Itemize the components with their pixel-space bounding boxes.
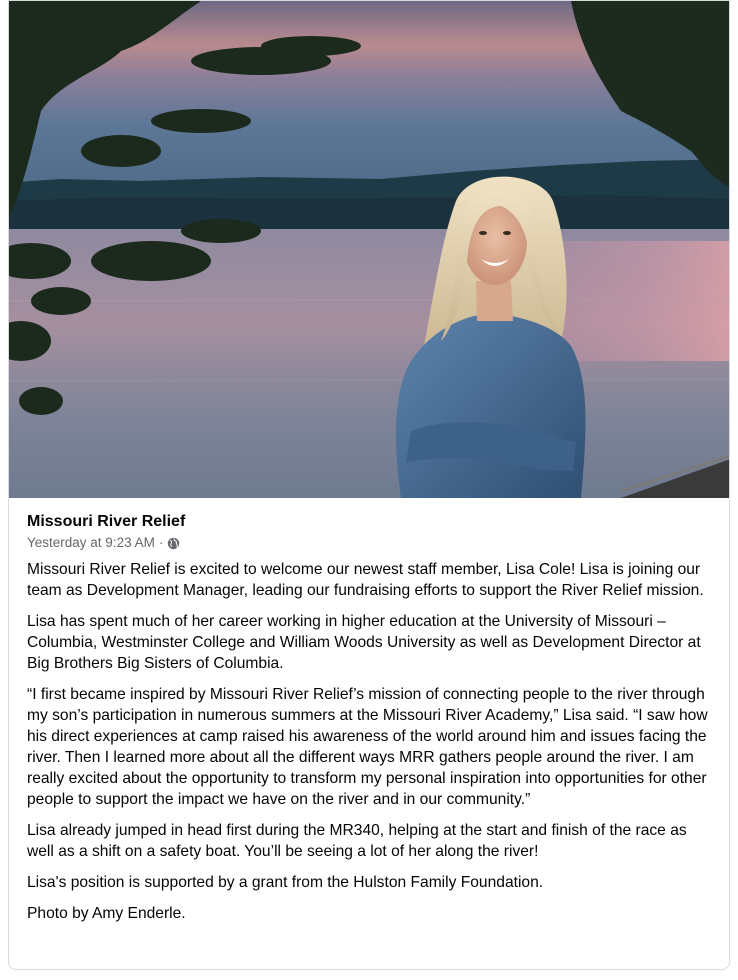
post-timestamp[interactable]: Yesterday at 9:23 AM	[27, 535, 155, 550]
post-header	[27, 512, 707, 552]
meta-separator: ·	[158, 535, 164, 550]
post-paragraph: Lisa's position is supported by a grant from the Hulston Family Foundation.	[27, 874, 544, 891]
post-photo[interactable]	[8, 1, 730, 498]
globe-icon[interactable]	[167, 537, 180, 550]
post-meta	[27, 534, 707, 552]
post-paragraph: Photo by Amy Enderle.	[27, 905, 186, 922]
post-card	[8, 0, 730, 970]
page-name-link[interactable]: Missouri River Relief	[27, 513, 186, 530]
post-paragraph: Lisa already jumped in head first during the MR340, helping at the start and finish of the race as well as a shift on a safety boat. You’ll be seeing a lot of her along the river!	[27, 822, 687, 860]
post-body	[27, 559, 717, 934]
post-paragraph: Missouri River Relief is excited to welcome our newest staff member, Lisa Cole! Lisa is joining our team as Development Manager, leading our fundraising efforts to support the River Relief mission.	[27, 561, 704, 599]
post-paragraph: “I first became inspired by Missouri River Relief’s mission of connecting people to the river through my son’s participation in numerous summers at the Missouri River Academy,” Lisa said. “I saw how his direct experiences at camp raised his awareness of the world around him and issues facing the river. Then I learned more about all the different ways MRR gathers people around the river. I am really excited about the opportunity to transform my personal inspiration into opportunities for other people to support the impact we have on the river and in our community.”	[27, 686, 708, 808]
post-paragraph: Lisa has spent much of her career working in higher education at the University of Missouri – Columbia, Westminster College and William Woods University as well as Development Director at Big Brothers Big Sisters of Columbia.	[27, 613, 701, 672]
